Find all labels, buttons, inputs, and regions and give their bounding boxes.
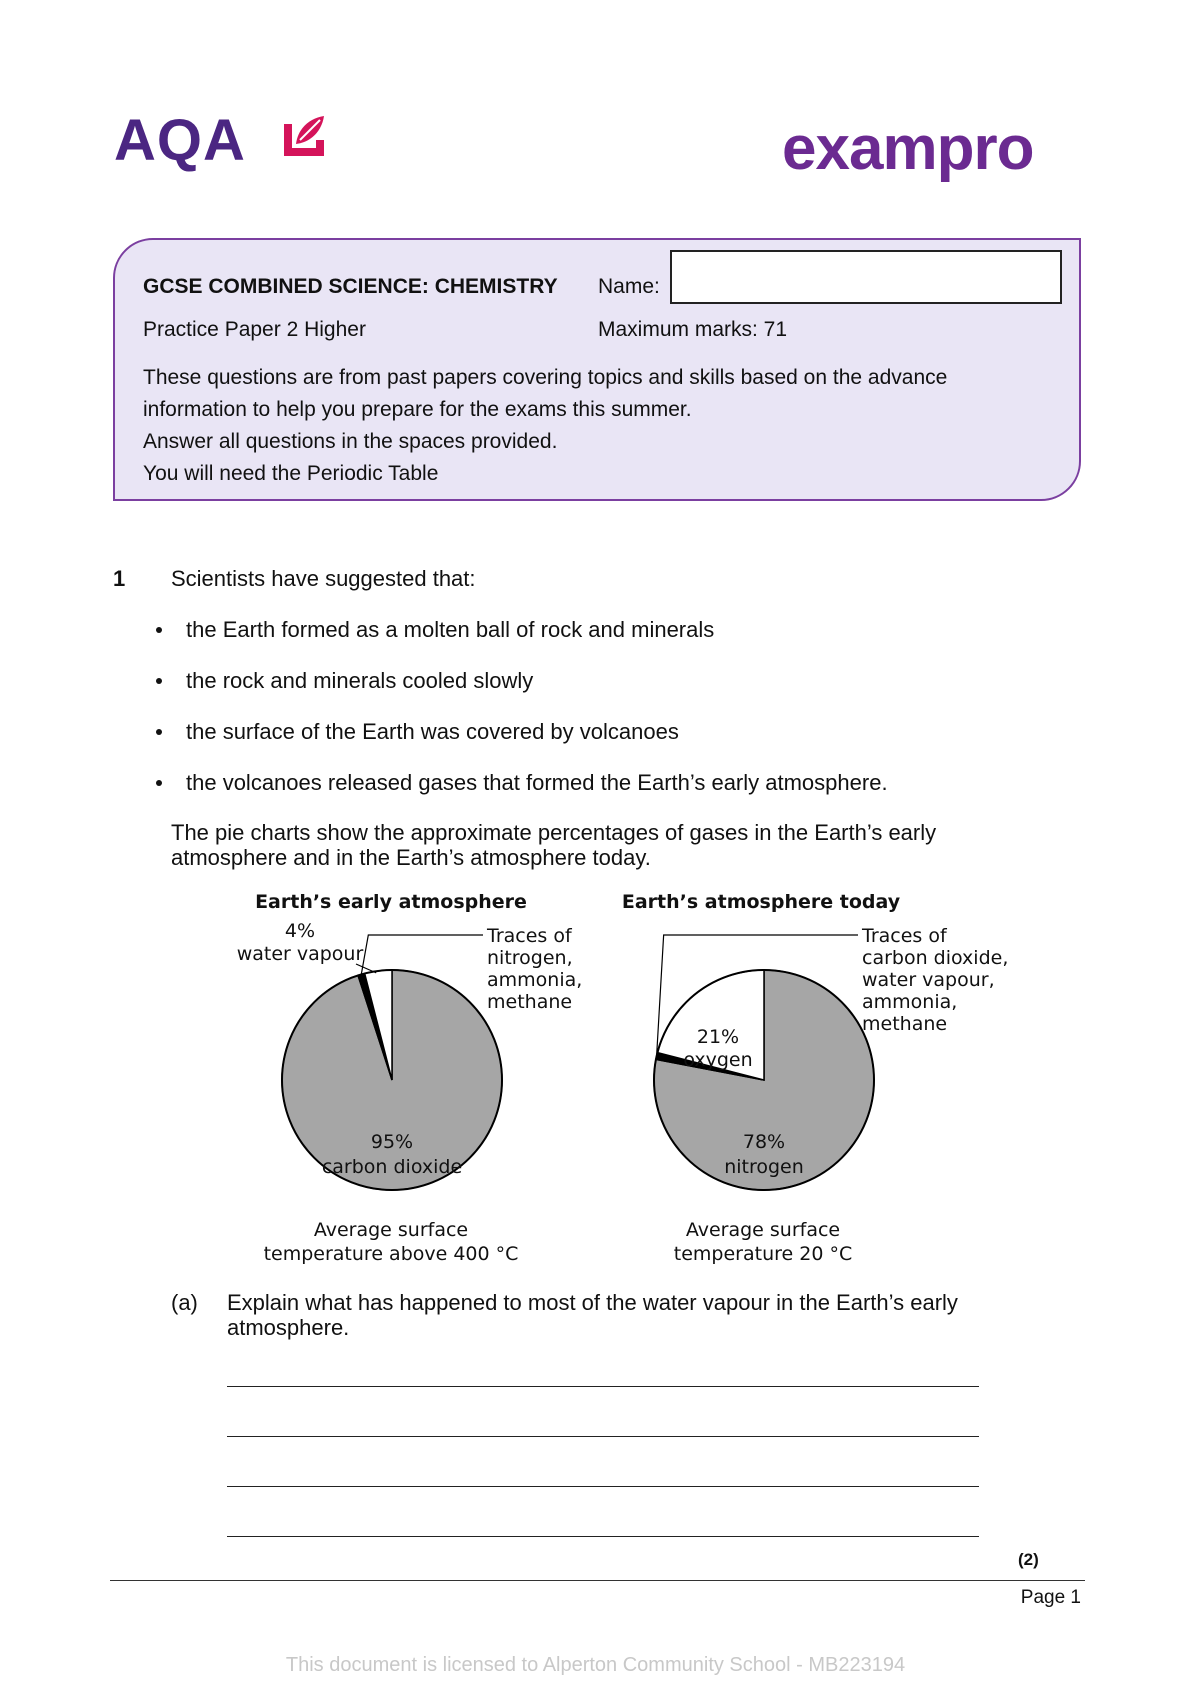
part-a-text: atmosphere. bbox=[227, 1315, 350, 1340]
traces-label: methane bbox=[487, 991, 573, 1013]
paper-title: Practice Paper 2 Higher bbox=[143, 318, 366, 341]
bullet-item: the volcanoes released gases that formed the Earth’s early atmosphere. bbox=[186, 770, 888, 795]
bullet-icon bbox=[156, 627, 162, 633]
slice-value-label: 21% bbox=[696, 1026, 740, 1048]
answer-line[interactable] bbox=[227, 1436, 979, 1437]
leader-line bbox=[361, 935, 483, 974]
traces-label: Traces of bbox=[862, 925, 947, 947]
subject-title: GCSE COMBINED SCIENCE: CHEMISTRY bbox=[143, 275, 558, 298]
slice-name-label: nitrogen bbox=[724, 1156, 804, 1178]
question-stem: Scientists have suggested that: bbox=[171, 566, 476, 591]
bullet-item: the rock and minerals cooled slowly bbox=[186, 668, 534, 693]
traces-label: Traces of bbox=[487, 925, 572, 947]
chart-title: Earth’s early atmosphere bbox=[255, 891, 527, 913]
max-marks: Maximum marks: 71 bbox=[598, 318, 788, 341]
question-number: 1 bbox=[113, 566, 126, 591]
bullet-item: the Earth formed as a molten ball of rock and minerals bbox=[186, 617, 715, 642]
traces-label: water vapour, bbox=[862, 969, 995, 991]
aqa-leaf-icon bbox=[282, 114, 326, 158]
footer-divider bbox=[110, 1580, 1085, 1581]
bullet-icon bbox=[156, 678, 162, 684]
answer-line[interactable] bbox=[227, 1386, 979, 1387]
answer-line[interactable] bbox=[227, 1536, 979, 1537]
aqa-logo: AQA bbox=[114, 108, 246, 173]
slice-name-label: oxygen bbox=[683, 1049, 753, 1071]
marks-label: (2) bbox=[1018, 1550, 1039, 1569]
part-a-text: Explain what has happened to most of the water vapour in the Earth’s early bbox=[227, 1290, 958, 1315]
traces-label: nitrogen, bbox=[487, 947, 573, 969]
chart-caption: Average surface bbox=[685, 1219, 841, 1241]
answer-line[interactable] bbox=[227, 1486, 979, 1487]
traces-label: ammonia, bbox=[487, 969, 583, 991]
bullet-icon bbox=[156, 729, 162, 735]
intro-line: These questions are from past papers covering topics and skills based on the advance bbox=[143, 366, 948, 389]
name-field[interactable] bbox=[670, 250, 1062, 304]
chart-caption: Average surface bbox=[313, 1219, 469, 1241]
leader-line bbox=[356, 964, 376, 973]
pie-charts bbox=[0, 880, 1191, 1280]
slice-value-label: 78% bbox=[742, 1131, 786, 1153]
bullet-icon bbox=[156, 780, 162, 786]
slice-value-label: 4% bbox=[284, 920, 316, 942]
name-label: Name: bbox=[598, 275, 660, 298]
slice-value-label: 95% bbox=[370, 1131, 414, 1153]
intro-line: Answer all questions in the spaces provided. bbox=[143, 430, 558, 453]
exampro-logo: exampro bbox=[782, 114, 1034, 183]
slice-name-label: water vapour bbox=[236, 943, 364, 965]
intro-line: information to help you prepare for the exams this summer. bbox=[143, 398, 692, 421]
traces-label: ammonia, bbox=[862, 991, 958, 1013]
chart-title: Earth’s atmosphere today bbox=[621, 891, 901, 913]
traces-label: carbon dioxide, bbox=[862, 947, 1009, 969]
chart-caption: temperature above 400 °C bbox=[263, 1243, 519, 1265]
chart-intro: The pie charts show the approximate percentages of gases in the Earth’s early bbox=[171, 820, 937, 845]
traces-label: methane bbox=[862, 1013, 948, 1035]
chart-intro: atmosphere and in the Earth’s atmosphere today. bbox=[171, 845, 651, 870]
part-label: (a) bbox=[171, 1290, 198, 1315]
bullet-item: the surface of the Earth was covered by volcanoes bbox=[186, 719, 679, 744]
page-number: Page 1 bbox=[1020, 1587, 1081, 1608]
license-watermark: This document is licensed to Alperton Community School - MB223194 bbox=[285, 1654, 906, 1676]
chart-caption: temperature 20 °C bbox=[673, 1243, 853, 1265]
slice-name-label: carbon dioxide bbox=[321, 1156, 463, 1178]
intro-line: You will need the Periodic Table bbox=[143, 462, 439, 485]
